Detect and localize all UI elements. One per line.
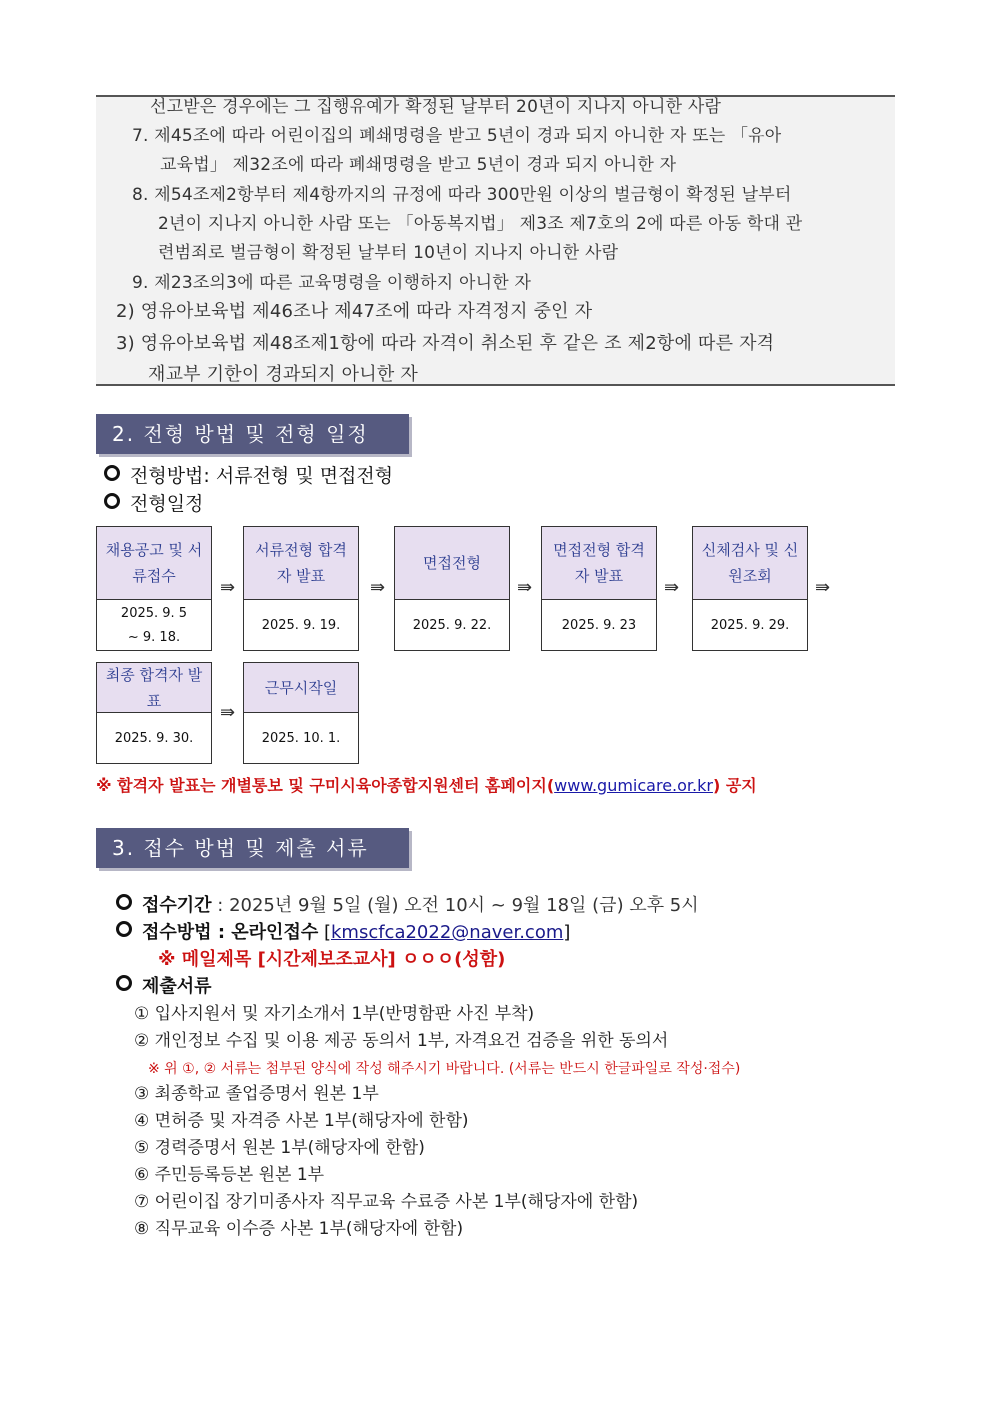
section-heading: 2. 전형 방법 및 전형 일정 bbox=[96, 414, 409, 454]
eligibility-line: 7. 제45조에 따라 어린이집의 폐쇄명령을 받고 5년이 경과 되지 아니한 자 또는 「유아 bbox=[132, 126, 782, 146]
schedule-step-date: 2025. 9. 23 bbox=[561, 618, 637, 633]
schedule-step-title: 근무시작일 bbox=[244, 663, 358, 713]
documents-label: 제출서류 bbox=[116, 975, 212, 999]
schedule-step bbox=[96, 526, 212, 651]
document-item: ⑤ 경력증명서 원본 1부(해당자에 한함) bbox=[134, 1138, 425, 1158]
section-heading: 3. 접수 방법 및 제출 서류 bbox=[96, 828, 409, 868]
arrow-right-icon: ⇛ bbox=[664, 577, 680, 598]
application-method: 접수방법 : 온라인접수 [kmscfca2022@naver.com] bbox=[116, 921, 570, 945]
document-item: ② 개인정보 수집 및 이용 제공 동의서 1부, 자격요건 검증을 위한 동의서 bbox=[134, 1031, 669, 1051]
circle-bullet-icon bbox=[116, 894, 132, 910]
announcement-notice: ※ 합격자 발표는 개별통보 및 구미시육아종합지원센터 홈페이지(www.gumicare.or.kr) 공지 bbox=[96, 776, 757, 795]
arrow-right-icon: ⇛ bbox=[370, 577, 386, 598]
arrow-right-icon: ⇛ bbox=[220, 702, 236, 723]
homepage-link[interactable]: www.gumicare.or.kr bbox=[554, 776, 713, 795]
arrow-right-icon: ⇛ bbox=[517, 577, 533, 598]
eligibility-line: 9. 제23조의3에 따른 교육명령을 이행하지 아니한 자 bbox=[132, 273, 532, 293]
schedule-step bbox=[96, 662, 212, 764]
document-note: ※ 위 ①, ② 서류는 첨부된 양식에 작성 해주시기 바랍니다. (서류는 반드시 한글파일로 작성·접수) bbox=[148, 1061, 741, 1077]
selection-method: 전형방법: 서류전형 및 면접전형 bbox=[104, 464, 393, 488]
schedule-step-title: 신체검사 및 신원조회 bbox=[693, 527, 807, 600]
eligibility-line: 8. 제54조제2항부터 제4항까지의 규정에 따라 300만원 이상의 벌금형이 확정된 날부터 bbox=[132, 185, 792, 205]
schedule-step-date: 2025. 9. 5 ~ 9. 18. bbox=[120, 606, 188, 645]
eligibility-line: 련범죄로 벌금형이 확정된 날부터 10년이 지나지 아니한 사람 bbox=[158, 243, 619, 263]
circle-bullet-icon bbox=[104, 465, 120, 481]
schedule-step-date: 2025. 9. 22. bbox=[412, 618, 492, 633]
schedule-step-title: 면접전형 합격자 발표 bbox=[542, 527, 656, 600]
schedule-step-date: 2025. 10. 1. bbox=[261, 731, 341, 746]
schedule-step bbox=[243, 526, 359, 651]
eligibility-line: 3) 영유아보육법 제48조제1항에 따라 자격이 취소된 후 같은 조 제2항에 따른 자격 bbox=[116, 333, 775, 354]
schedule-step-date: 2025. 9. 29. bbox=[710, 618, 790, 633]
mail-subject-note: ※ 메일제목 [시간제보조교사] ㅇㅇㅇ(성함) bbox=[158, 949, 506, 970]
arrow-right-icon: ⇛ bbox=[815, 577, 831, 598]
schedule-step-date: 2025. 9. 30. bbox=[114, 731, 194, 746]
schedule-step-title: 최종 합격자 발표 bbox=[97, 663, 211, 713]
document-item: ① 입사지원서 및 자기소개서 1부(반명함판 사진 부착) bbox=[134, 1004, 535, 1024]
document-item: ⑦ 어린이집 장기미종사자 직무교육 수료증 사본 1부(해당자에 한함) bbox=[134, 1192, 639, 1212]
document-item: ③ 최종학교 졸업증명서 원본 1부 bbox=[134, 1084, 379, 1104]
schedule-step bbox=[394, 526, 510, 651]
circle-bullet-icon bbox=[116, 975, 132, 991]
application-period: 접수기간 : 2025년 9월 5일 (월) 오전 10시 ~ 9월 18일 (금) 오후 5시 bbox=[116, 894, 699, 918]
schedule-step-date: 2025. 9. 19. bbox=[261, 618, 341, 633]
schedule-step bbox=[692, 526, 808, 651]
selection-schedule-label: 전형일정 bbox=[104, 492, 203, 516]
schedule-step-title: 서류전형 합격자 발표 bbox=[244, 527, 358, 600]
eligibility-line: 선고받은 경우에는 그 집행유예가 확정된 날부터 20년이 지나지 아니한 사람 bbox=[150, 97, 722, 117]
schedule-step bbox=[243, 662, 359, 764]
arrow-right-icon: ⇛ bbox=[220, 577, 236, 598]
eligibility-line: 2) 영유아보육법 제46조나 제47조에 따라 자격정지 중인 자 bbox=[116, 301, 593, 322]
document-item: ⑥ 주민등록등본 원본 1부 bbox=[134, 1165, 325, 1185]
circle-bullet-icon bbox=[104, 493, 120, 509]
schedule-step bbox=[541, 526, 657, 651]
eligibility-line: 2년이 지나지 아니한 사람 또는 「아동복지법」 제3조 제7호의 2에 따른 아동 학대 관 bbox=[158, 214, 803, 234]
document-item: ④ 면허증 및 자격증 사본 1부(해당자에 한함) bbox=[134, 1111, 469, 1131]
schedule-step-title: 채용공고 및 서류접수 bbox=[97, 527, 211, 600]
schedule-step-title: 면접전형 bbox=[395, 527, 509, 600]
document-item: ⑧ 직무교육 이수증 사본 1부(해당자에 한함) bbox=[134, 1219, 464, 1239]
circle-bullet-icon bbox=[116, 921, 132, 937]
eligibility-line: 교육법」 제32조에 따라 폐쇄명령을 받고 5년이 경과 되지 아니한 자 bbox=[160, 155, 677, 175]
eligibility-box bbox=[96, 95, 895, 386]
email-link[interactable]: kmscfca2022@naver.com bbox=[330, 922, 564, 943]
eligibility-line: 재교부 기한이 경과되지 아니한 자 bbox=[148, 364, 418, 385]
